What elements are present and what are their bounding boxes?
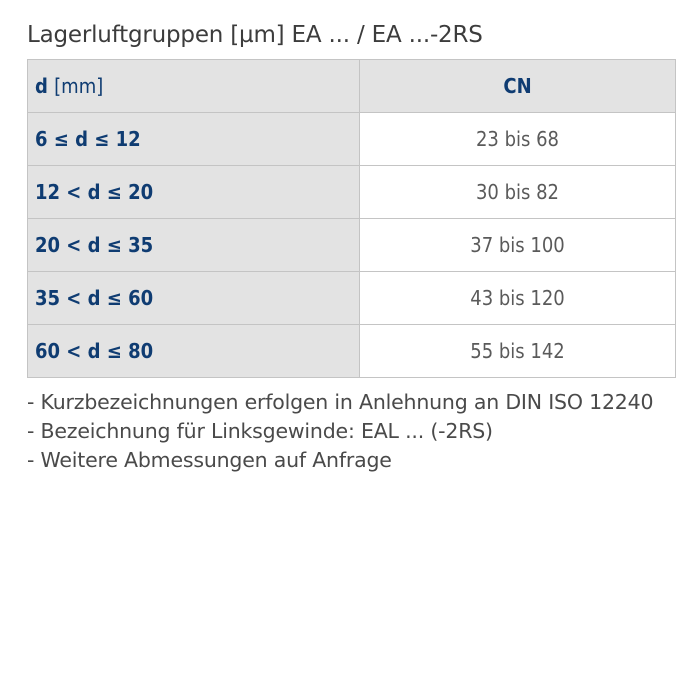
table-row [28, 272, 676, 325]
row-value: 55 bis 142 [360, 325, 676, 378]
header-diameter-label: d [35, 74, 48, 98]
table-row [28, 219, 676, 272]
table-row [28, 113, 676, 166]
page-title: Lagerluftgruppen [µm] EA ... / EA ...-2RS [27, 22, 483, 48]
table-row [28, 325, 676, 378]
row-range: 60 < d ≤ 80 [28, 325, 360, 378]
notes [27, 388, 653, 475]
note-line: - Weitere Abmessungen auf Anfrage [27, 448, 392, 472]
row-range: 12 < d ≤ 20 [28, 166, 360, 219]
header-cn: CN [360, 60, 676, 113]
table-row [28, 166, 676, 219]
row-range: 20 < d ≤ 35 [28, 219, 360, 272]
row-value: 30 bis 82 [360, 166, 676, 219]
header-diameter [28, 60, 360, 113]
row-range: 6 ≤ d ≤ 12 [28, 113, 360, 166]
table-header-row [28, 60, 676, 113]
row-value: 23 bis 68 [360, 113, 676, 166]
row-value: 37 bis 100 [360, 219, 676, 272]
row-range: 35 < d ≤ 60 [28, 272, 360, 325]
row-value: 43 bis 120 [360, 272, 676, 325]
note-line: - Bezeichnung für Linksgewinde: EAL ... (-2RS) [27, 419, 493, 443]
header-diameter-unit: [mm] [54, 74, 104, 98]
note-line: - Kurzbezeichnungen erfolgen in Anlehnung an DIN ISO 12240 [27, 390, 654, 414]
clearance-table [27, 59, 676, 378]
